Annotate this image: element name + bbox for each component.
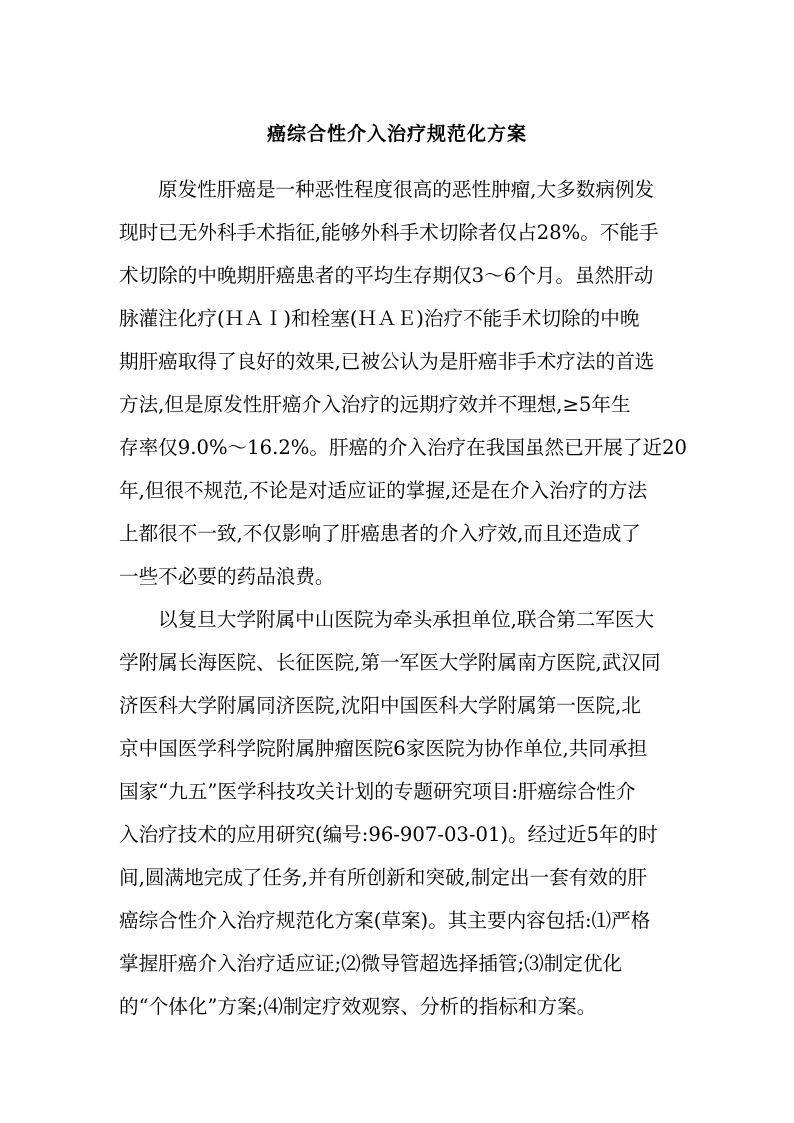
paragraph-2-line-8: 癌综合性介入治疗规范化方案(草案)。其主要内容包括:⑴严格 — [119, 909, 651, 932]
paragraph-1-line-6: 方法,但是原发性肝癌介入治疗的远期疗效并不理想,≥5年生 — [119, 393, 631, 416]
paragraph-1-line-9: 上都很不一致,不仅影响了肝癌患者的介入疗效,而且还造成了 — [119, 522, 641, 545]
paragraph-2-line-5: 国家“九五”医学科技攻关计划的专题研究项目:肝癌综合性介 — [119, 780, 636, 803]
paragraph-1-line-4: 脉灌注化疗(ＨＡＩ)和栓塞(ＨＡＥ)治疗不能手术切除的中晚 — [119, 307, 640, 330]
paragraph-1-line-10: 一些不必要的药品浪费。 — [119, 565, 335, 588]
paragraph-2-line-3: 济医科大学附属同济医院,沈阳中国医科大学附属第一医院,北 — [119, 694, 641, 717]
paragraph-2-line-9: 掌握肝癌介入治疗适应证;⑵微导管超选择插管;⑶制定优化 — [119, 952, 623, 975]
paragraph-2-line-4: 京中国医学科学院附属肿瘤医院6家医院为协作单位,共同承担 — [119, 737, 648, 760]
paragraph-2-line-2: 学附属长海医院、长征医院,第一军医大学附属南方医院,武汉同 — [119, 651, 661, 674]
paragraph-1-line-2: 现时已无外科手术指征,能够外科手术切除者仅占28%。不能手 — [119, 221, 659, 244]
paragraph-2-line-7: 间,圆满地完成了任务,并有所创新和突破,制定出一套有效的肝 — [119, 866, 648, 889]
paragraph-2-line-1: 以复旦大学附属中山医院为牵头承担单位,联合第二军医大 — [158, 608, 655, 631]
paragraph-1-line-1: 原发性肝癌是一种恶性程度很高的恶性肿瘤,大多数病例发 — [158, 178, 655, 201]
document-title: 癌综合性介入治疗规范化方案 — [266, 123, 527, 145]
paragraph-2-line-10: 的“个体化”方案;⑷制定疗效观察、分析的指标和方案。 — [119, 995, 597, 1018]
paragraph-1-line-8: 年,但很不规范,不论是对适应证的掌握,还是在介入治疗的方法 — [119, 479, 648, 502]
paragraph-2-line-6: 入治疗技术的应用研究(编号:96-907-03-01)。经过近5年的时 — [119, 823, 658, 846]
paragraph-1-line-3: 术切除的中晚期肝癌患者的平均生存期仅3～6个月。虽然肝动 — [119, 264, 654, 287]
paragraph-1-line-7: 存率仅9.0%～16.2%。肝癌的介入治疗在我国虽然已开展了近20 — [119, 436, 688, 459]
paragraph-1-line-5: 期肝癌取得了良好的效果,已被公认为是肝癌非手术疗法的首选 — [119, 350, 655, 373]
